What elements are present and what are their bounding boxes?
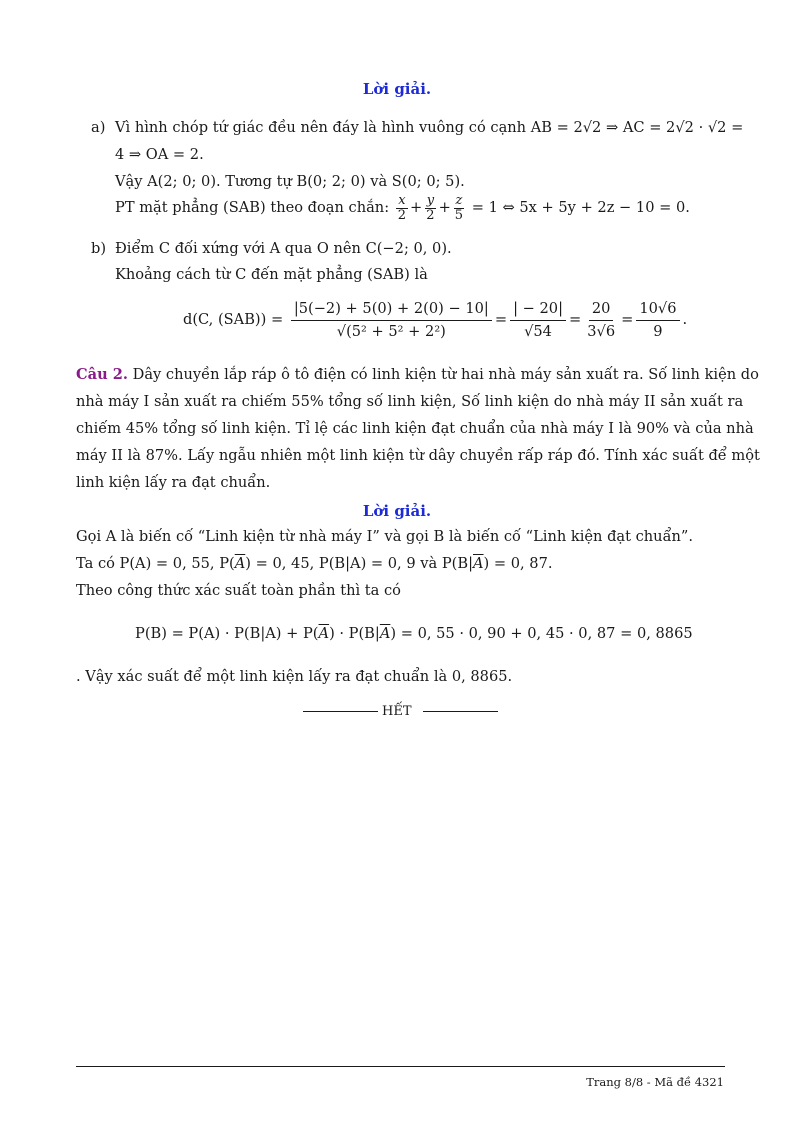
- end-mark: HẾT: [382, 704, 412, 719]
- plane-equation-suffix: = 1 ⇔ 5x + 5y + 2z − 10 = 0.: [471, 199, 690, 216]
- solution-2-conclusion: . Vậy xác suất để một linh kiện lấy ra đạt chuẩn là 0, 8865.: [76, 668, 513, 685]
- part-a-line3: Vậy A(2; 0; 0). Tương tự B(0; 2; 0) và S(0; 0; 5).: [115, 173, 465, 190]
- solution-title: Lời giải.: [362, 80, 432, 98]
- solution-2-title: Lời giải.: [362, 502, 432, 520]
- distance-fraction-4: $\frac{10√6}{9}$: [636, 299, 679, 342]
- part-a-label: a): [91, 119, 106, 136]
- total-probability-formula: $P(B) = P(A) \cdot P(B|A) + P(\overline{A}) \cdot P(B|\overline{A}) = 0$, 55 · 0, 90 + 0, 45 · 0, 87 = 0, 8865: [135, 625, 693, 642]
- distance-formula: d(C, (SAB)) = $\frac{|5(-2) + 5(0) + 2(0) - 10|}{\text{√(5² + 5² + 2²)}}$ = $\frac{| - 20|}{√54}$ = $\frac{20}{3√6}$ = $\frac{10√6}{9}$ .: [183, 299, 688, 340]
- part-b-label: b): [91, 240, 107, 257]
- part-a-line1: Vì hình chóp tứ giác đều nên đáy là hình vuông có cạnh AB = 2√2 ⇒ AC = 2√2 · √2 =: [115, 119, 744, 136]
- distance-fraction-2: $\frac{| - 20|}{√54}$: [510, 299, 566, 342]
- part-a-line4: PT mặt phẳng (SAB) theo đoạn chắn: $\frac{x}{2}$ + $\frac{y}{2}$ + $\frac{z}{5}$ = 1 ⇔ 5x + 5y + 2z − 10 = 0.: [115, 192, 690, 223]
- question-2-line3: chiếm 45% tổng số linh kiện. Tỉ lệ các linh kiện đạt chuẩn của nhà máy I là 90% và của nhà: [76, 420, 754, 437]
- fraction-y-over-2: $\frac{y}{2}$: [426, 192, 435, 223]
- distance-lhs: d(C, (SAB)) =: [183, 311, 284, 328]
- question-2-line2: nhà máy I sản xuất ra chiếm 55% tổng số linh kiện, Số linh kiện do nhà máy II sản xuất ra: [76, 393, 744, 410]
- distance-fraction-1: $\frac{|5(-2) + 5(0) + 2(0) - 10|}{\text{√(5² + 5² + 2²)}}$: [291, 299, 492, 342]
- question-2-line4: máy II là 87%. Lấy ngẫu nhiên một linh kiện từ dây chuyền rấp ráp đó. Tính xác suất để một: [76, 447, 760, 464]
- plane-equation-prefix: PT mặt phẳng (SAB) theo đoạn chắn:: [115, 199, 390, 216]
- end-rule-right: [423, 711, 498, 712]
- solution-2-line3: Theo công thức xác suất toàn phần thì ta có: [76, 582, 401, 599]
- end-rule-left: [303, 711, 378, 712]
- distance-fraction-3: $\frac{20}{3√6}$: [587, 299, 616, 340]
- complement-a: $\overline{A}$: [234, 555, 246, 572]
- fraction-x-over-2: $\frac{x}{2}$: [397, 192, 407, 223]
- solution-2-line2: Ta có P(A) = 0, 55, $P(\overline{A}) = 0$, 45, P(B|A) = 0, 9 và $P(B|\overline{A}) = 0$, 87.: [76, 555, 553, 572]
- question-2-label: Câu 2.: [76, 366, 128, 383]
- page-footer: Trang 8/8 - Mã đề 4321: [586, 1075, 724, 1089]
- question-2-line1: Câu 2. Dây chuyền lắp ráp ô tô điện có linh kiện từ hai nhà máy sản xuất ra. Số linh kiện do: [76, 366, 759, 383]
- part-a-line2: 4 ⇒ OA = 2.: [115, 146, 204, 163]
- complement-a: $\overline{A}$: [318, 625, 330, 642]
- part-b-line2: Khoảng cách từ C đến mặt phẳng (SAB) là: [115, 266, 428, 283]
- solution-2-line1: Gọi A là biến cố “Linh kiện từ nhà máy I” và gọi B là biến cố “Linh kiện đạt chuẩn”.: [76, 528, 694, 545]
- footer-rule: [76, 1066, 725, 1067]
- part-b-line1: Điểm C đối xứng với A qua O nên C(−2; 0, 0).: [115, 240, 452, 257]
- question-2-line5: linh kiện lấy ra đạt chuẩn.: [76, 474, 271, 491]
- complement-a: $\overline{A}$: [473, 555, 484, 572]
- fraction-z-over-5: $\frac{z}{5}$: [454, 192, 464, 223]
- complement-a: $\overline{A}$: [379, 625, 391, 642]
